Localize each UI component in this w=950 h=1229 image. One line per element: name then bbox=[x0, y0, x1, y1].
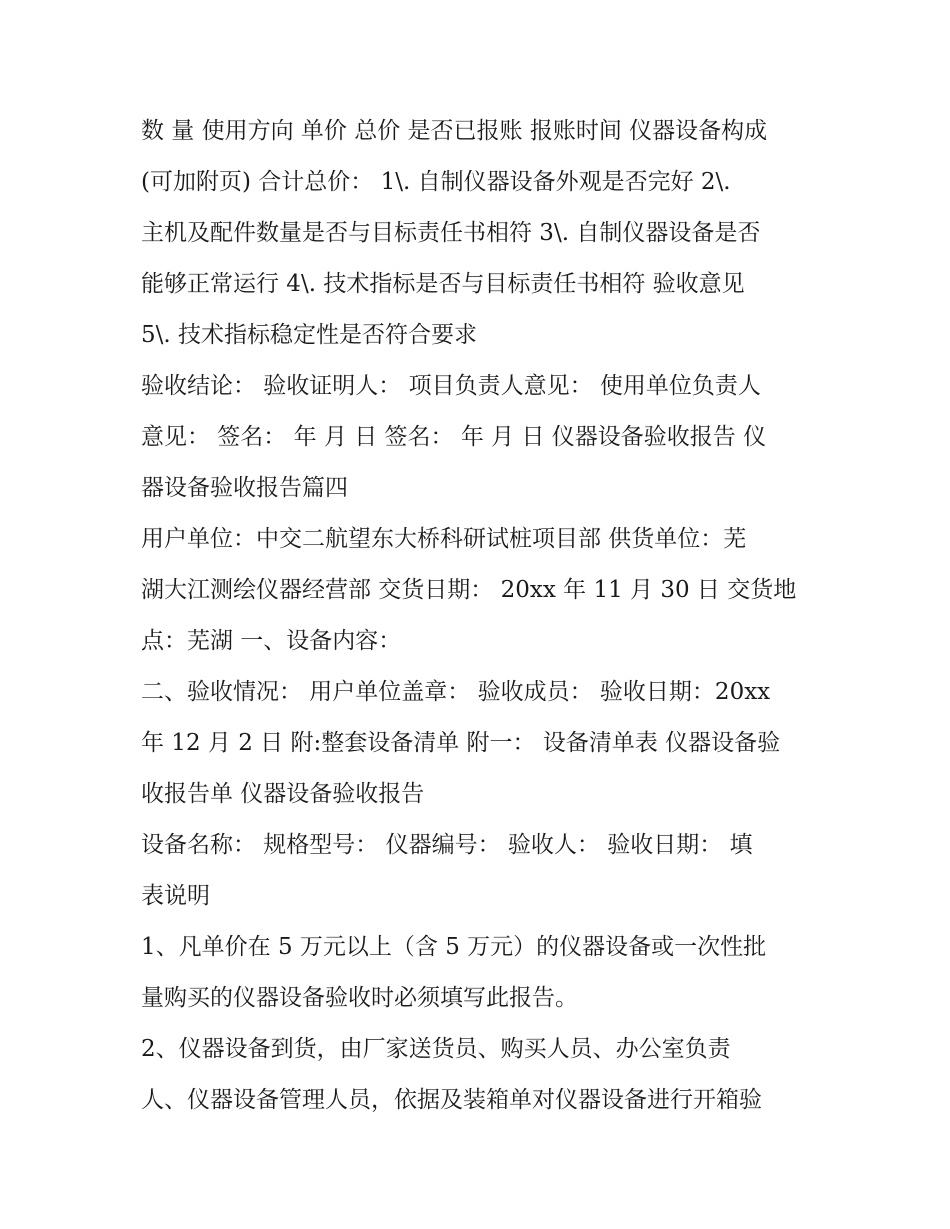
text-line: 2、仪器设备到货，由厂家送货员、购买人员、办公室负责 bbox=[141, 1036, 731, 1062]
text-line: 湖大江测绘仪器经营部 交货日期： 20xx 年 11 月 30 日 交货地 bbox=[141, 577, 797, 603]
text-line: 收报告单 仪器设备验收报告 bbox=[141, 781, 425, 807]
text-line: 年 12 月 2 日 附:整套设备清单 附一： 设备清单表 仪器设备验 bbox=[141, 730, 781, 756]
text-line: 设备名称： 规格型号： 仪器编号： 验收人： 验收日期： 填 bbox=[141, 832, 753, 858]
text-line: 点：芜湖 一、设备内容： bbox=[141, 628, 402, 654]
text-line: 二、验收情况： 用户单位盖章： 验收成员： 验收日期：20xx bbox=[141, 679, 771, 705]
text-line: 意见： 签名： 年 月 日 签名： 年 月 日 仪器设备验收报告 仪 bbox=[141, 424, 767, 450]
text-line: 主机及配件数量是否与目标责任书相符 3\. 自制仪器设备是否 bbox=[141, 220, 761, 246]
document-body bbox=[141, 106, 813, 1126]
text-line: 用户单位：中交二航望东大桥科研试桩项目部 供货单位：芜 bbox=[141, 526, 747, 552]
text-line: (可加附页) 合计总价： 1\. 自制仪器设备外观是否完好 2\. bbox=[141, 169, 731, 195]
text-line: 人、仪器设备管理人员，依据及装箱单对仪器设备进行开箱验 bbox=[141, 1087, 762, 1113]
text-line: 表说明 bbox=[141, 883, 210, 909]
text-line: 数 量 使用方向 单价 总价 是否已报账 报账时间 仪器设备构成 bbox=[141, 118, 768, 144]
text-line: 量购买的仪器设备验收时必须填写此报告。 bbox=[141, 985, 578, 1011]
text-line: 器设备验收报告篇四 bbox=[141, 475, 348, 501]
text-line: 能够正常运行 4\. 技术指标是否与目标责任书相符 验收意见 bbox=[141, 271, 745, 297]
text-line: 1、凡单价在 5 万元以上（含 5 万元）的仪器设备或一次性批 bbox=[141, 934, 767, 960]
text-line: 验收结论： 验收证明人： 项目负责人意见： 使用单位负责人 bbox=[141, 373, 761, 399]
text-line: 5\. 技术指标稳定性是否符合要求 bbox=[141, 322, 478, 348]
